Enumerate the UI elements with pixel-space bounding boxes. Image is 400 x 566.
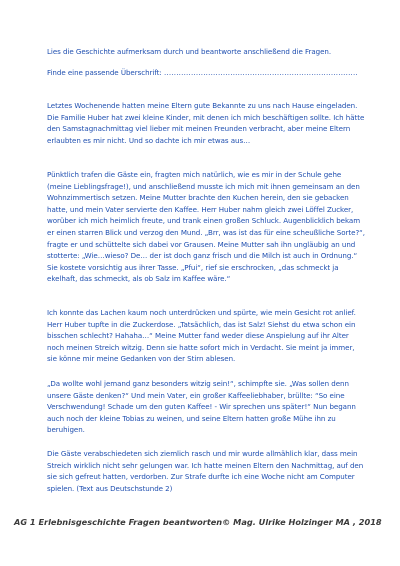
instruction-text: Lies die Geschichte aufmerksam durch und beantworte anschließend die Fragen. [47, 47, 332, 56]
page-footer: AG 1 Erlebnisgeschichte Fragen beantworten© Mag. Ulrike Holzinger MA , 2018 [14, 517, 382, 527]
story-paragraph-3: Ich konnte das Lachen kaum noch unterdrücken und spürte, wie mein Gesicht rot anlief. Herr Huber tupfte in die Zuckerdose. „Tatsächlich, das ist Salz! Siehst du etwa schon ein bisschen schlecht? Hahaha…“ Meine Mutter fand weder diese Anspielung auf ihr Alter noch meinen Streich witzig. Denn sie hatte sofort mich in Verdacht. Sie meint ja immer, sie könne mir meine Gedanken von der Stirn ablesen. [47, 308, 356, 364]
story-paragraph-4: „Da wollte wohl jemand ganz besonders witzig sein!“, schimpfte sie. „Was sollen denn unsere Gäste denken?“ Und mein Vater, ein großer Kaffeeliebhaber, brüllte: “So eine Verschwendung! Schade um den guten Kaffee! - Wir sprechen uns später!“ Nun begann auch noch der kleine Tobias zu weinen, und seine Eltern hatten große Mühe ihn zu beruhigen. [47, 379, 356, 435]
title-prompt-label: Finde eine passende Überschrift: [47, 68, 162, 77]
story-paragraph-5: Die Gäste verabschiedeten sich ziemlich rasch und mir wurde allmählich klar, dass mein Streich wirklich nicht sehr gelungen war. Ich hatte meinen Eltern den Nachmittag, auf den sie sich gefreut hatten, verdorben. Zur Strafe durfte ich eine Woche nicht am Computer spielen. (Text aus Deutschstunde 2) [47, 449, 364, 493]
title-prompt [47, 67, 365, 79]
title-blank-line[interactable]: ............................................................................... [163, 68, 358, 77]
story-paragraph-2: Pünktlich trafen die Gäste ein, fragten mich natürlich, wie es mir in der Schule gehe (meine Lieblingsfrage!), und anschließend musste ich mich mit ihnen gemeinsam an den Wohnzimmertisch setzen. Meine Mutter brachte den Kuchen herein, den sie gebacken hatte, und mein Vater servierte den Kaffee. Herr Huber nahm gleich zwei Löffel Zucker, worüber ich mich heimlich freute, und trank einen großen Schluck. Augenblicklich bekam er einen starren Blick und verzog den Mund. „Brr, was ist das für eine scheußliche Sorte?“, fragte er und schüttelte sich dabei vor Grausen. Meine Mutter sah ihn ungläubig an und stotterte: „Wie…wieso? De… der ist doch ganz frisch und die Milch ist auch in Ordnung.“ Sie kostete vorsichtig aus ihrer Tasse. „Pfui“, rief sie erschrocken, „das schmeckt ja ekelhaft, das schmeckt, als ob Salz im Kaffee wäre.“ [47, 170, 365, 284]
story-paragraph-1: Letztes Wochenende hatten meine Eltern gute Bekannte zu uns nach Hause eingeladen. Die Familie Huber hat zwei kleine Kinder, mit denen ich mich beschäftigen sollte. Ich hätte den Samstagnachmittag viel lieber mit meinen Freunden verbracht, aber meine Eltern erlaubten es mir nicht. Und so dachte ich mir etwas aus… [47, 101, 365, 145]
